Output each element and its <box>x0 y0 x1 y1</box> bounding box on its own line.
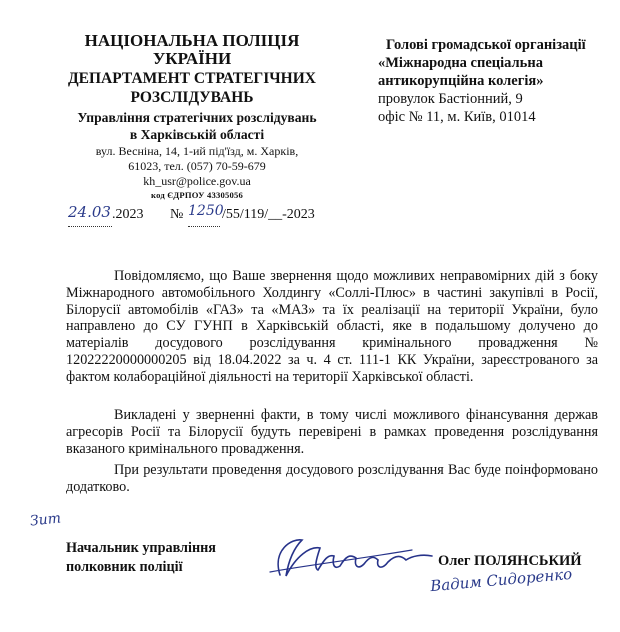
number-handwritten: 1250 <box>188 203 224 219</box>
recipient-line1: Голові громадської організації <box>386 37 586 53</box>
sender-email: kh_usr@police.gov.ua <box>143 174 251 188</box>
signatory-position-line2: полковник поліції <box>66 559 183 575</box>
recipient-line4: провулок Бастіонний, 9 <box>378 91 523 107</box>
recipient-line2: «Міжнародна спеціальна <box>378 55 543 71</box>
department-line1: ДЕПАРТАМЕНТ СТРАТЕГІЧНИХ <box>67 70 316 87</box>
body-paragraph-2: Викладені у зверненні факти, в тому числі можливого фінансування держав агресорів Росії та Білорусії будуть перевірені в рамках проведення розслідування вказаного кримінального провадження. <box>66 407 598 457</box>
body-paragraph-1: Повідомляємо, що Ваше звернення щодо можливих неправомірних дій з боку Міжнародного автомобільного Холдингу «Соллі-Плюс» в частині закупівлі в Росії, Білорусії автомобілів «ГАЗ» та «МАЗ» та їх реалізації на території України, було направлено до СУ ГУНП в Харківській області, яке в подальшому долучено до матеріалів досудового розслідування кримінального провадження № 12022220000000205 від 18.04.2022 за ч. 4 ст. 111-1 КК України, зареєстрованого за фактом колабораційної діяльності на території Харківської області. <box>66 268 598 385</box>
org-name-line2: УКРАЇНИ <box>152 49 232 68</box>
date-handwritten: 24.03 <box>68 203 111 221</box>
number-rest: /55/119/__-2023 <box>222 207 315 222</box>
recipient-line5: офіс № 11, м. Київ, 01014 <box>378 109 536 125</box>
department-line2: РОЗСЛІДУВАНЬ <box>130 89 254 106</box>
handwritten-name: Вадим Сидоренко <box>429 564 573 596</box>
signature-icon <box>262 520 442 590</box>
sender-address-line2: 61023, тел. (057) 70-59-679 <box>128 159 266 173</box>
recipient-line3: антикорупційна колегія» <box>378 73 544 89</box>
handwritten-note: Зит <box>29 510 62 530</box>
sender-address-line1: вул. Весніна, 14, 1-ий під'їзд, м. Харків, <box>95 144 299 158</box>
signatory-position-line1: Начальник управління <box>66 540 216 556</box>
body-paragraph-3: При результати проведення досудового розслідування Вас буде поінформовано додатково. <box>66 462 598 495</box>
number-label: № <box>170 207 184 222</box>
unit-line1: Управління стратегічних розслідувань <box>77 110 317 125</box>
unit-line2: в Харківській області <box>129 127 265 142</box>
org-name-line1: НАЦІОНАЛЬНА ПОЛІЦІЯ <box>84 31 300 50</box>
edrpou-code: код ЄДРПОУ 43305056 <box>151 190 243 200</box>
signatory-name: Олег ПОЛЯНСЬКИЙ <box>438 553 582 569</box>
date-year: .2023 <box>112 207 144 222</box>
